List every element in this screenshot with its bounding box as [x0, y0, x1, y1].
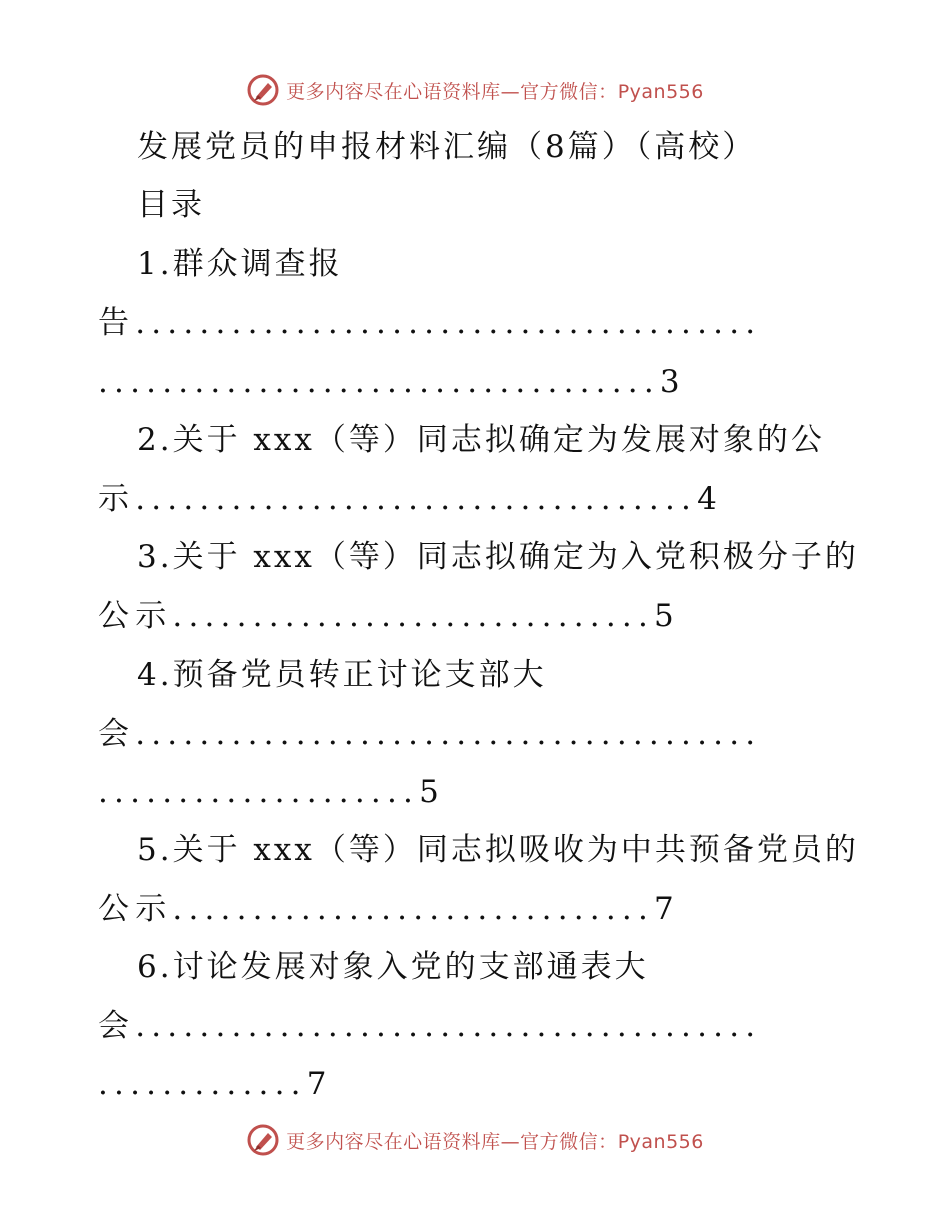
document-title: 发展党员的申报材料汇编（8篇）（高校）	[137, 129, 757, 165]
footer-watermark-banner	[0, 1120, 950, 1160]
toc-heading: 目录	[137, 187, 205, 223]
toc-entry-5-page: 公示..............................7	[98, 891, 680, 927]
toc-entry-5: 5.关于 xxx（等）同志拟吸收为中共预备党员的	[137, 832, 859, 868]
header-watermark-banner	[0, 70, 950, 110]
toc-entry-3-page: 公示..............................5	[98, 598, 680, 634]
pen-logo-icon	[246, 73, 280, 107]
toc-entry-3: 3.关于 xxx（等）同志拟确定为入党积极分子的	[137, 539, 859, 575]
header-banner-text: 更多内容尽在心语资料库—官方微信：Pyan556	[286, 80, 704, 103]
toc-entry-4-leader: 会.......................................	[98, 716, 762, 752]
toc-entry-6: 6.讨论发展对象入党的支部通表大	[137, 949, 649, 985]
toc-entry-2: 2.关于 xxx（等）同志拟确定为发展对象的公	[137, 422, 825, 458]
toc-entry-4-page: ....................5	[98, 774, 446, 810]
toc-entry-2-page: 示...................................4	[98, 481, 724, 517]
toc-entry-6-leader: 会.......................................	[98, 1008, 762, 1044]
footer-banner-text: 更多内容尽在心语资料库—官方微信：Pyan556	[286, 1130, 704, 1153]
toc-entry-6-page: .............7	[98, 1066, 333, 1102]
pen-logo-icon	[246, 1123, 280, 1157]
toc-entry-1-leader: 告.......................................	[98, 305, 762, 341]
toc-entry-1: 1.群众调查报	[137, 246, 343, 282]
toc-entry-4: 4.预备党员转正讨论支部大	[137, 657, 547, 693]
toc-entry-1-page: ...................................3	[98, 364, 686, 400]
